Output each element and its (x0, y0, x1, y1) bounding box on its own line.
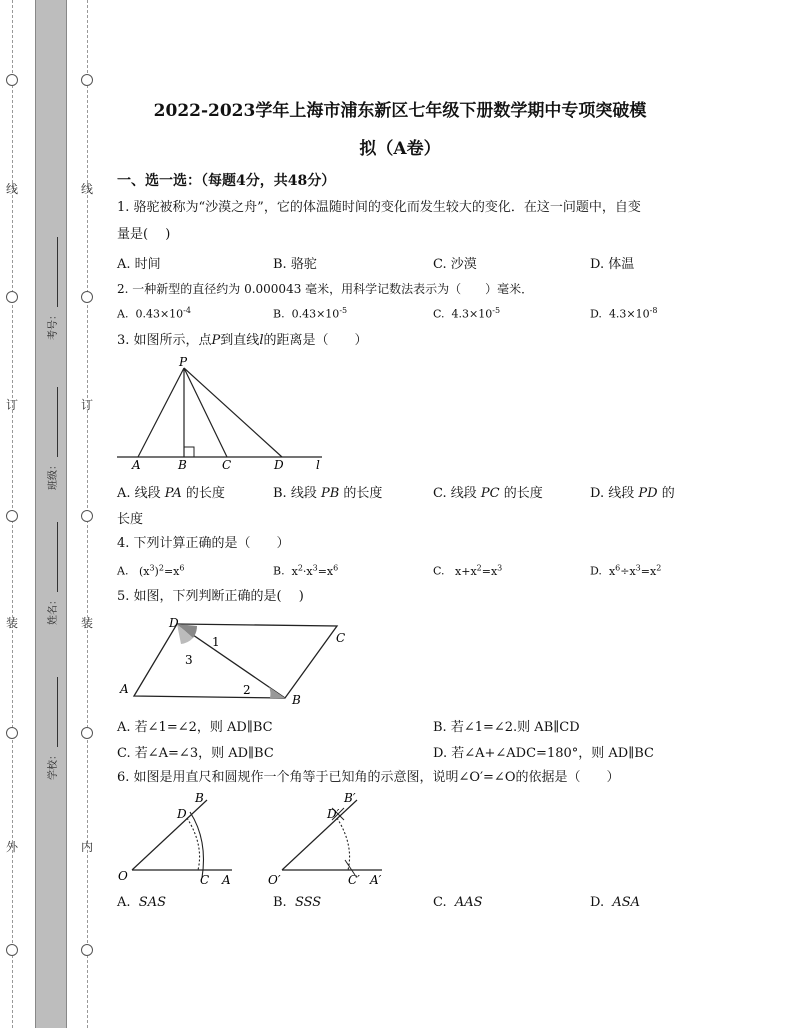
hole-circle (81, 944, 93, 956)
q6-option-d[interactable]: D. ASA (590, 895, 641, 910)
hole-circle (81, 727, 93, 739)
fig-label-P: P (179, 355, 188, 369)
q3-figure (112, 354, 332, 474)
q1-option-b[interactable]: B. 骆驼 (273, 257, 317, 272)
angle-label-2: 2 (243, 683, 251, 697)
section-heading: 一、选一选：（每题4分，共48分） (117, 173, 336, 189)
fig-label-D: D (169, 616, 179, 630)
q5-option-a[interactable]: A. 若∠1=∠2，则 AD∥BC (117, 720, 273, 735)
fig-label-C: C (336, 631, 346, 645)
hole-circle (6, 510, 18, 522)
q1-option-d[interactable]: D. 体温 (590, 257, 635, 272)
fig-label-A: A (132, 458, 141, 472)
q4-option-b[interactable]: B. $x^2\cdot x^3=x^6$ (273, 563, 339, 578)
binding-char-ding: 订 (81, 398, 94, 412)
angle-label-3: 3 (185, 653, 193, 667)
q3-option-a[interactable]: A. 线段 PA 的长度 (117, 486, 225, 501)
q2-option-a[interactable]: A. $0.43\times 10^{-4}$ (117, 306, 191, 321)
fig-label-D: D (274, 458, 284, 472)
fig-label-l: l (316, 458, 320, 472)
question-1-text-cont: 量是( ) (117, 227, 171, 242)
binding-char-xian: 线 (81, 182, 94, 196)
q3-option-c[interactable]: C. 线段 PC 的长度 (433, 486, 543, 501)
hole-circle (81, 291, 93, 303)
fig-label-C-prime: C′ (348, 873, 360, 887)
class-field[interactable]: 班级： (44, 387, 59, 490)
question-4-text: 4. 下列计算正确的是（ ） (117, 536, 290, 551)
hole-circle (6, 727, 18, 739)
binding-char-xian: 线 (6, 182, 19, 196)
school-field[interactable]: 学校： (44, 677, 59, 780)
fig-label-O-prime: O′ (268, 873, 281, 887)
fig-label-D-prime: D′ (327, 807, 340, 821)
fig-label-B: B (178, 458, 187, 472)
q5-figure (112, 612, 362, 712)
question-3-text: 3. 如图所示，点P到直线l的距离是（ ） (117, 333, 368, 348)
q6-option-b[interactable]: B. SSS (273, 895, 322, 910)
question-1-text: 1. 骆驼被称为“沙漠之舟”，它的体温随时间的变化而发生较大的变化．在这一问题中，自变 (117, 200, 641, 215)
page-title: 2022-2023学年上海市浦东新区七年级下册数学期中专项突破模 (153, 101, 647, 121)
binding-char-zhuang: 装 (6, 616, 19, 630)
question-5-text: 5. 如图，下列判断正确的是( ) (117, 589, 304, 604)
binding-char-zhuang: 装 (81, 616, 94, 630)
q4-option-c[interactable]: C. $x+x^2=x^3$ (433, 563, 503, 578)
name-field[interactable]: 姓名： (44, 522, 59, 625)
fig-label-B: B (195, 791, 204, 805)
hole-circle (6, 74, 18, 86)
fig-label-A: A (120, 682, 129, 696)
hole-circle (81, 510, 93, 522)
q5-option-d[interactable]: D. 若∠A+∠ADC=180°，则 AD∥BC (433, 746, 654, 761)
q2-option-c[interactable]: C. $4.3\times 10^{-5}$ (433, 306, 501, 321)
question-6-text: 6. 如图是用直尺和圆规作一个角等于已知角的示意图，说明∠O′=∠O的依据是（ ） (117, 770, 620, 785)
fig-label-B: B (292, 693, 301, 707)
fig-label-A-prime: A′ (370, 873, 382, 887)
fig-label-C: C (222, 458, 232, 472)
q3-option-d-wrap: 长度 (117, 512, 144, 527)
hole-circle (6, 944, 18, 956)
hole-circle (6, 291, 18, 303)
binding-char-ding: 订 (6, 398, 19, 412)
q6-option-c[interactable]: C. AAS (433, 895, 483, 910)
binding-char-wai: 外 (6, 840, 19, 854)
q6-option-a[interactable]: A. SAS (117, 895, 166, 910)
q1-option-c[interactable]: C. 沙漠 (433, 257, 477, 272)
fig-label-A: A (222, 873, 231, 887)
q4-option-a[interactable]: A. $(x^3)^2=x^6$ (117, 563, 185, 578)
page-title-line2: 拟（A卷） (359, 139, 441, 159)
angle-label-1: 1 (212, 635, 220, 649)
q3-option-b[interactable]: B. 线段 PB 的长度 (273, 486, 383, 501)
exam-number-field[interactable]: 考号： (44, 237, 59, 340)
q4-option-d[interactable]: D. $x^6\div x^3=x^2$ (590, 563, 662, 578)
binding-strip (35, 0, 67, 1028)
fig-label-O: O (118, 869, 128, 883)
q2-option-d[interactable]: D. $4.3\times 10^{-8}$ (590, 306, 658, 321)
q1-option-a[interactable]: A. 时间 (117, 257, 161, 272)
hole-circle (81, 74, 93, 86)
binding-char-nei: 内 (81, 840, 94, 854)
question-2-text: 2. 一种新型的直径约为 0.000043 毫米，用科学记数法表示为（ ）毫米． (117, 282, 534, 296)
q2-option-b[interactable]: B. $0.43\times 10^{-5}$ (273, 306, 348, 321)
fig-label-D: D (177, 807, 187, 821)
fig-label-C: C (200, 873, 210, 887)
q3-option-d[interactable]: D. 线段 PD 的 (590, 486, 675, 501)
q5-option-b[interactable]: B. 若∠1=∠2.则 AB∥CD (433, 720, 580, 735)
q5-option-c[interactable]: C. 若∠A=∠3，则 AD∥BC (117, 746, 274, 761)
fig-label-B-prime: B′ (344, 791, 356, 805)
q6-figure (112, 790, 402, 890)
